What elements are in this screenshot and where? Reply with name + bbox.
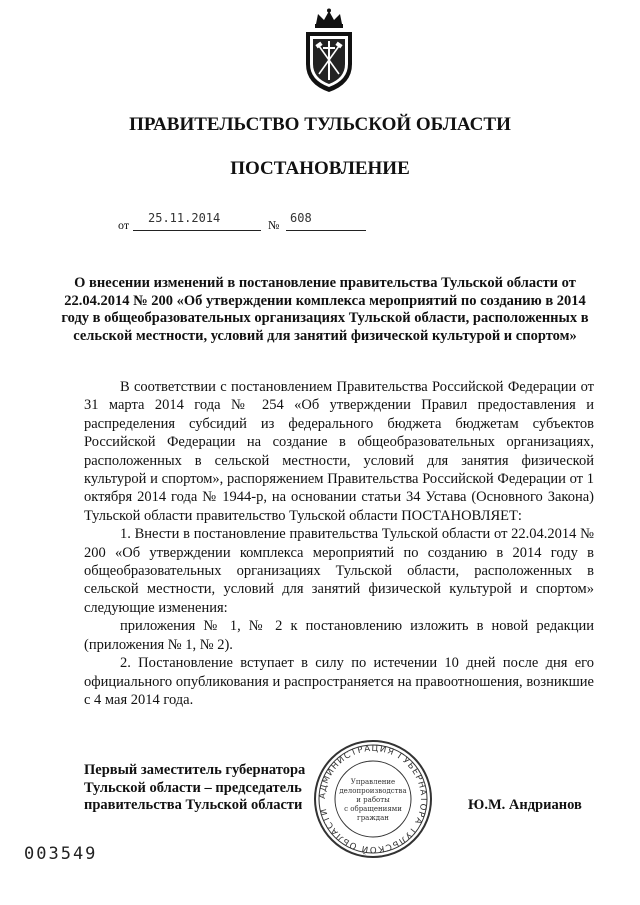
government-title: ПРАВИТЕЛЬСТВО ТУЛЬСКОЙ ОБЛАСТИ: [129, 114, 511, 135]
seal-ring-text: АДМИНИСТРАЦИЯ ГУБЕРНАТОРА ТУЛЬСКОЙ ОБЛАСТИ: [317, 743, 429, 855]
document-subject: О внесении изменений в постановление правительства Тульской области от 22.04.2014 № 200 «Об утверждении комплекса мероприятий по созданию в 2014 году в общеобразовательных организациях Тульской области, расположенных в сельской местности, условий для занятий физической культурой и спортом»: [61, 275, 589, 344]
seal-center-line-1: Управление: [350, 778, 396, 786]
document-type: ПОСТАНОВЛЕНИЕ: [230, 158, 410, 179]
signer-title-line-3: правительства Тульской области: [84, 797, 303, 814]
item-2-paragraph: 2. Постановление вступает в силу по истечении 10 дней после дня его официального опубликования и распространяется на правоотношения, возникшие с 4 мая 2014 года.: [84, 655, 594, 708]
signer-name: Ю.М. Андрианов: [468, 797, 582, 813]
seal-center-line-4: с обращениями: [344, 805, 402, 813]
seal-center-line-5: граждан: [357, 814, 389, 822]
number-underline: [286, 230, 366, 231]
signer-title-line-1: Первый заместитель губернатора: [84, 762, 306, 778]
coat-of-arms-icon: [298, 8, 360, 94]
document-date: 25.11.2014: [148, 211, 221, 225]
serial-number: 003549: [24, 844, 98, 864]
document-body: [84, 378, 594, 709]
seal-center-line-2: делопроизводства: [339, 787, 407, 795]
signer-title: [84, 762, 344, 815]
seal-center-line-3: и работы: [356, 796, 390, 804]
date-underline: [133, 230, 261, 231]
item-1-sub-paragraph: приложения № 1, № 2 к постановлению изложить в новой редакции (приложения № 1, № 2).: [84, 618, 594, 653]
date-label: от: [118, 218, 130, 232]
preamble-paragraph: В соответствии с постановлением Правительства Российской Федерации от 31 марта 2014 года № 254 «Об утверждении Правил предоставления и распределения субсидий из федерального бюджета бюджетам субъектов Российской Федерации на создание в общеобразовательных организациях, расположенных в сельской местности, условий для занятия физической культурой и спортом», распоряжением Правительства Российской Федерации от 1 октября 2014 года № 1944-р, на основании статьи 34 Устава (Основного Закона) Тульской области правительство Тульской области ПОСТАНОВЛЯЕТ:: [84, 379, 594, 524]
signer-title-line-2: Тульской области – председатель: [84, 779, 302, 796]
document-number: 608: [290, 211, 312, 225]
number-label: №: [268, 218, 280, 232]
item-1-paragraph: 1. Внести в постановление правительства Тульской области от 22.04.2014 № 200 «Об утверждении комплекса мероприятий по созданию в 2014 году в общеобразовательных организациях Тульской области, расположенных в сельской местности, условий для занятий физической культурой и спортом» следующие изменения:: [84, 526, 594, 616]
